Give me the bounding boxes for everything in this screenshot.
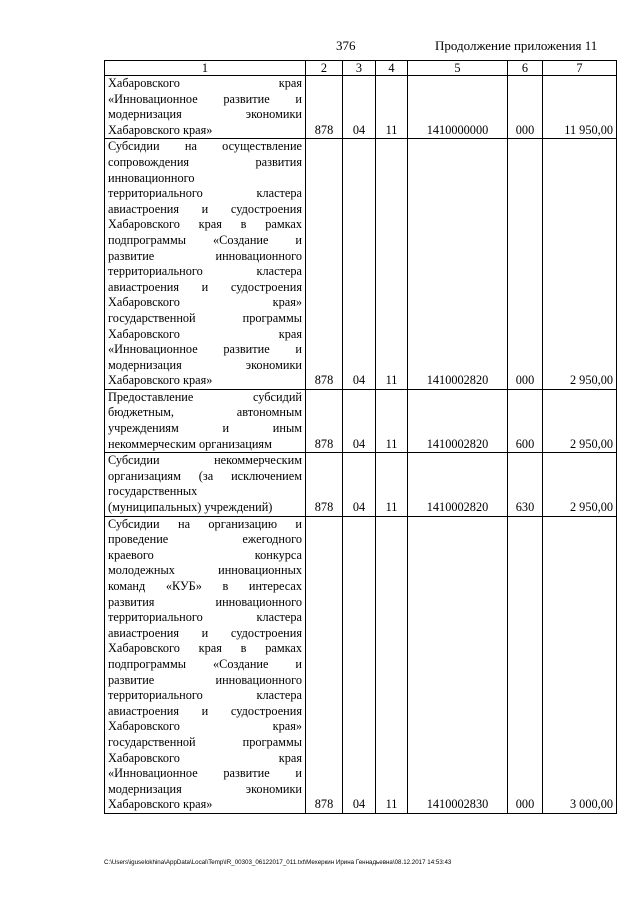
column-header: 3 xyxy=(343,61,376,76)
row-name-line: «Инновационное развитие и xyxy=(108,342,302,357)
row-name-cell xyxy=(105,389,306,452)
row-name-line: модернизация экономики xyxy=(108,107,302,122)
column-header-row xyxy=(105,61,617,76)
code-cell-c2: 878 xyxy=(306,516,343,813)
row-name-line: развитие инновационного xyxy=(108,248,302,263)
code-cell-c2: 878 xyxy=(306,76,343,139)
row-name-line: молодежных инновационных xyxy=(108,563,302,578)
code-cell-c5: 1410002830 xyxy=(408,516,508,813)
row-name-line: авиастроения и судостроения xyxy=(108,703,302,718)
row-name-cell xyxy=(105,76,306,139)
row-name-line: Хабаровского края» xyxy=(108,719,302,734)
code-cell-c4: 11 xyxy=(376,453,408,516)
row-name-line: территориального кластера xyxy=(108,610,302,625)
row-name-line: Хабаровского края xyxy=(108,750,302,765)
row-name-line: инновационного xyxy=(108,170,195,185)
amount-cell: 2 950,00 xyxy=(543,453,617,516)
code-cell-c4: 11 xyxy=(376,139,408,390)
row-name-line: авиастроения и судостроения xyxy=(108,625,302,640)
column-header: 7 xyxy=(543,61,617,76)
code-cell-c5: 1410002820 xyxy=(408,139,508,390)
column-header: 1 xyxy=(105,61,306,76)
row-name-line: краевого конкурса xyxy=(108,547,302,562)
column-header: 4 xyxy=(376,61,408,76)
row-name-line: Субсидии на осуществление xyxy=(108,139,302,154)
amount-cell: 2 950,00 xyxy=(543,139,617,390)
row-name-line: проведение ежегодного xyxy=(108,532,302,547)
row-name-cell xyxy=(105,453,306,516)
row-name-cell xyxy=(105,139,306,390)
row-name-line: Хабаровского края xyxy=(108,326,302,341)
row-name-line: развитие инновационного xyxy=(108,672,302,687)
row-name-line: Хабаровского края в рамках xyxy=(108,641,302,656)
row-name-line: модернизация экономики xyxy=(108,357,302,372)
row-name-line: Хабаровского края» xyxy=(108,373,213,388)
row-name-line: Субсидии на организацию и xyxy=(108,516,302,531)
row-name-cell xyxy=(105,516,306,813)
code-cell-c6: 000 xyxy=(508,516,543,813)
row-name-line: команд «КУБ» в интересах xyxy=(108,579,302,593)
row-name-line: Хабаровского края в рамках xyxy=(108,217,302,232)
code-cell-c5: 1410000000 xyxy=(408,76,508,139)
table-row xyxy=(105,389,617,452)
row-name-line: территориального кластера xyxy=(108,264,302,279)
row-name-line: Хабаровского края xyxy=(108,76,302,90)
row-name-line: Хабаровского края» xyxy=(108,797,213,812)
row-name-line: «Инновационное развитие и xyxy=(108,91,302,106)
row-name-line: (муниципальных) учреждений) xyxy=(108,500,273,515)
table-row xyxy=(105,516,617,813)
code-cell-c4: 11 xyxy=(376,76,408,139)
row-name-line: государственной программы xyxy=(108,734,302,749)
code-cell-c3: 04 xyxy=(343,389,376,452)
row-name-line: территориального кластера xyxy=(108,688,302,703)
code-cell-c4: 11 xyxy=(376,516,408,813)
row-name-line: некоммерческим организациям xyxy=(108,436,272,451)
code-cell-c3: 04 xyxy=(343,76,376,139)
continuation-title: Продолжение приложения 11 xyxy=(435,38,598,53)
code-cell-c3: 04 xyxy=(343,453,376,516)
column-header: 2 xyxy=(306,61,343,76)
code-cell-c6: 630 xyxy=(508,453,543,516)
code-cell-c6: 600 xyxy=(508,389,543,452)
row-name-line: организациям (за исключением xyxy=(108,468,302,483)
row-name-line: авиастроения и судостроения xyxy=(108,279,302,294)
code-cell-c2: 878 xyxy=(306,453,343,516)
code-cell-c5: 1410002820 xyxy=(408,453,508,516)
amount-cell: 11 950,00 xyxy=(543,76,617,139)
row-name-line: территориального кластера xyxy=(108,186,302,201)
row-name-line: «Инновационное развитие и xyxy=(108,766,302,781)
row-name-line: государственной программы xyxy=(108,310,302,325)
row-name-line: сопровождения развития xyxy=(108,154,302,169)
code-cell-c6: 000 xyxy=(508,76,543,139)
column-header: 6 xyxy=(508,61,543,76)
code-cell-c6: 000 xyxy=(508,139,543,390)
code-cell-c3: 04 xyxy=(343,139,376,390)
row-name-line: бюджетным, автономным xyxy=(108,405,302,420)
file-path-footer: C:\Users\iguselokhina\AppData\Local\Temp\IR_00303_06122017_011.txt\Мехеркин Ирина Геннадьевна\08.12.2017 14:53:43 xyxy=(104,859,452,866)
amount-cell: 3 000,00 xyxy=(543,516,617,813)
row-name-line: Хабаровского края» xyxy=(108,122,213,137)
row-name-line: учреждениям и иным xyxy=(108,421,302,436)
budget-table xyxy=(104,60,617,814)
amount-cell: 2 950,00 xyxy=(543,389,617,452)
row-name-line: подпрограммы «Создание и xyxy=(108,656,302,671)
code-cell-c2: 878 xyxy=(306,389,343,452)
code-cell-c2: 878 xyxy=(306,139,343,390)
table-row xyxy=(105,76,617,139)
row-name-line: Субсидии некоммерческим xyxy=(108,453,302,468)
row-name-line: подпрограммы «Создание и xyxy=(108,232,302,247)
code-cell-c3: 04 xyxy=(343,516,376,813)
code-cell-c5: 1410002820 xyxy=(408,389,508,452)
table-row xyxy=(105,139,617,390)
row-name-line: модернизация экономики xyxy=(108,781,302,796)
table-row xyxy=(105,453,617,516)
page-number: 376 xyxy=(336,38,356,53)
row-name-line: государственных xyxy=(108,484,198,499)
row-name-line: Предоставление субсидий xyxy=(108,389,302,404)
row-name-line: Хабаровского края» xyxy=(108,295,302,310)
column-header: 5 xyxy=(408,61,508,76)
row-name-line: авиастроения и судостроения xyxy=(108,201,302,216)
row-name-line: развития инновационного xyxy=(108,594,302,609)
code-cell-c4: 11 xyxy=(376,389,408,452)
